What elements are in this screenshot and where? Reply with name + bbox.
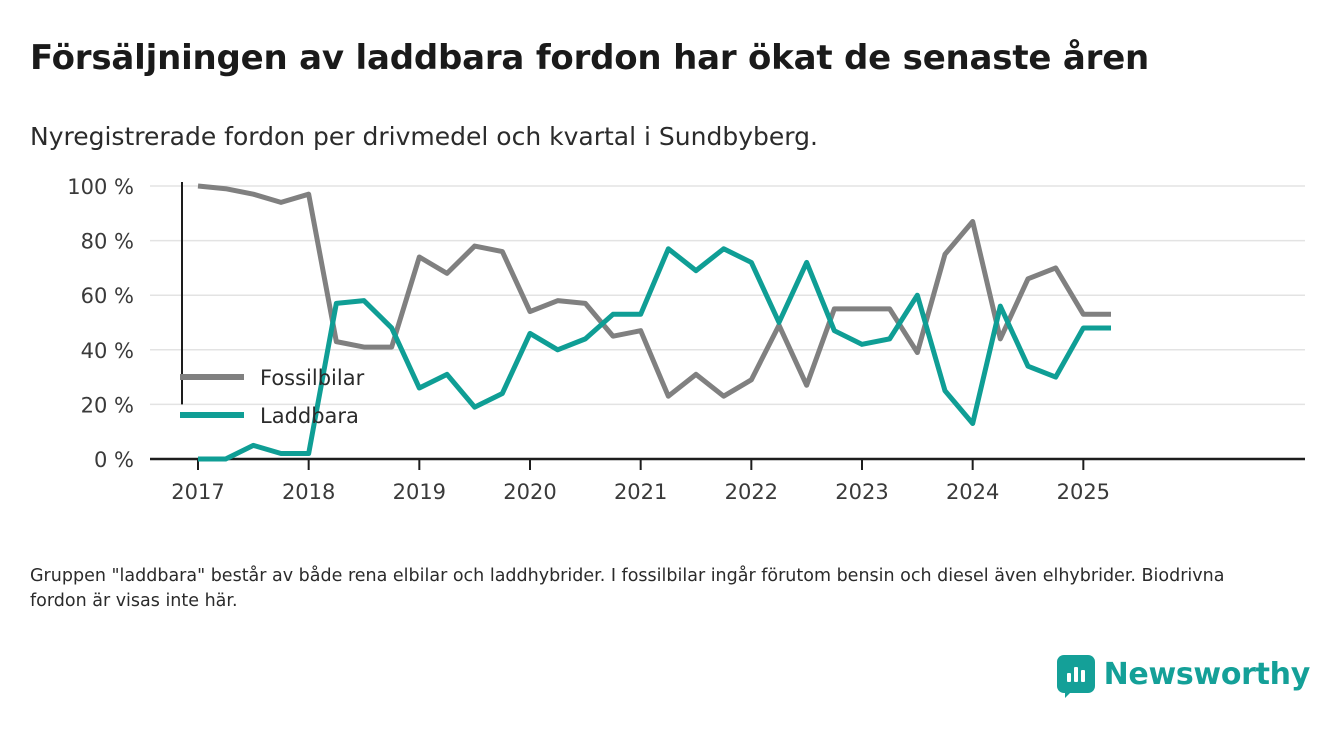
y-axis-tick-label: 20 % <box>80 393 134 418</box>
x-axis-tick-label: 2020 <box>503 480 557 504</box>
chart-svg <box>30 170 1310 510</box>
y-axis-tick-label: 0 % <box>94 448 134 472</box>
brand-name: Newsworthy <box>1103 656 1310 692</box>
chart-x-axis-labels <box>171 480 1110 504</box>
x-axis-tick-label: 2018 <box>281 480 336 504</box>
legend-label: Laddbara <box>260 404 359 428</box>
x-axis-tick-label: 2023 <box>835 480 889 504</box>
x-axis-tick-label: 2021 <box>613 480 668 504</box>
line-chart <box>30 170 1310 510</box>
chart-y-axis-labels <box>67 175 134 472</box>
x-axis-tick-label: 2022 <box>724 480 779 504</box>
x-axis-tick-label: 2024 <box>945 480 1000 504</box>
y-axis-tick-label: 80 % <box>80 229 134 254</box>
bar-chart-bubble-icon <box>1057 655 1095 693</box>
page-subtitle: Nyregistrerade fordon per drivmedel och kvartal i Sundbyberg. <box>30 122 818 151</box>
series-line-fossilbilar <box>198 186 1111 396</box>
chart-footnote: Gruppen "laddbara" består av både rena elbilar och laddhybrider. I fossilbilar ingår förutom bensin och diesel även elhybrider. Biodrivna fordon är visas inte här. <box>30 566 1225 611</box>
x-axis-tick-label: 2025 <box>1056 480 1111 504</box>
newsworthy-logo <box>1057 655 1310 693</box>
y-axis-tick-label: 40 % <box>80 338 134 363</box>
legend-label: Fossilbilar <box>260 366 365 390</box>
y-axis-tick-label: 100 % <box>67 175 134 199</box>
x-axis-tick-label: 2017 <box>171 480 225 504</box>
page-title: Försäljningen av laddbara fordon har ökat de senaste åren <box>30 38 1150 78</box>
chart-legend <box>180 366 365 428</box>
x-axis-tick-label: 2019 <box>392 480 447 504</box>
y-axis-tick-label: 60 % <box>80 284 134 309</box>
